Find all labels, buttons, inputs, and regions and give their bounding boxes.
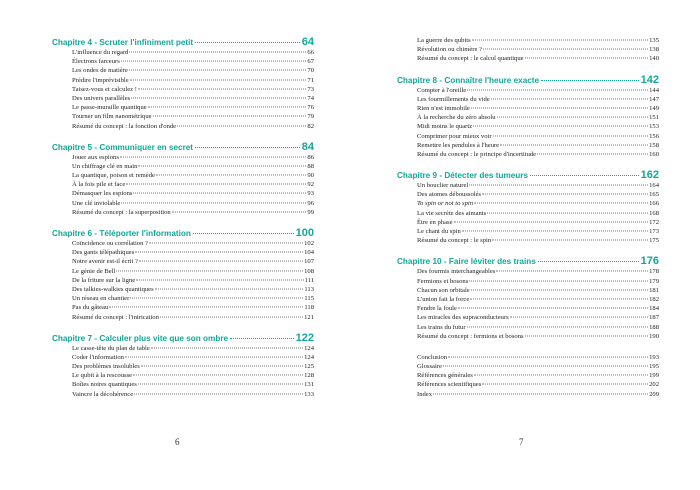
leader-dots [151,347,303,348]
leader-dots [482,194,648,195]
toc-entry[interactable] [397,113,659,122]
toc-entry[interactable] [52,248,314,257]
leader-dots [530,175,639,176]
entry-title: La quantique, poison et remède [72,172,155,180]
leader-dots [125,356,303,357]
leader-dots [148,107,307,108]
entry-page: 73 [307,85,314,93]
entry-page: 118 [304,304,314,312]
entry-title: Un bouclier naturel [417,182,469,190]
toc-entry[interactable] [52,294,314,303]
entry-page: 86 [307,153,314,161]
toc-entry[interactable] [52,362,314,371]
leader-dots [538,261,639,262]
toc-entry[interactable] [52,353,314,362]
toc-entry[interactable] [397,104,659,113]
entry-page: 96 [307,199,314,207]
leader-dots [121,61,307,62]
entry-title: Remettre les pendules à l'heure [417,141,500,149]
leader-dots [469,185,648,186]
entry-page: 76 [307,104,314,112]
toc-entry[interactable] [397,190,659,199]
entry-title: La vie secrète des aimants [417,209,487,217]
entry-title: Conclusion [417,353,448,361]
leader-dots [193,233,294,234]
entry-page: 128 [304,372,314,380]
toc-entry[interactable] [52,180,314,189]
leader-dots [487,212,648,213]
entry-title: Électrons farceurs [72,58,120,66]
entry-title: Des gants télépathiques [72,249,135,257]
toc-entry[interactable] [397,199,659,208]
toc-entry[interactable] [397,86,659,95]
leader-dots [134,393,303,394]
entry-page: 166 [649,200,659,208]
toc-entry[interactable] [397,181,659,190]
toc-entry[interactable] [52,103,314,112]
toc-entry[interactable] [397,313,659,322]
leader-dots [129,52,306,53]
toc-entry[interactable] [52,122,314,131]
chapter-title: Chapitre 7 - Calculer plus vite que son ombre [52,333,229,343]
leader-dots [467,89,648,90]
chapter-page: 122 [295,331,314,344]
entry-title: Les miracles des supraconducteurs [417,314,509,322]
chapter-page: 84 [301,140,314,153]
entry-page: 147 [649,95,659,103]
toc-entry[interactable] [397,132,659,141]
toc-entry[interactable] [52,267,314,276]
entry-page: 125 [304,363,314,371]
entry-title: Taisez-vous et calculez ! [72,85,137,93]
toc-entry[interactable] [52,303,314,312]
entry-page: 195 [649,363,659,371]
entry-page: 74 [307,94,314,102]
entry-title: Le qubit à la rescousse [72,372,133,380]
leader-dots [497,117,649,118]
chapter-4-heading[interactable] [52,36,314,48]
toc-entry[interactable] [397,332,659,341]
entry-page: 202 [649,381,659,389]
leader-dots [454,221,649,222]
entry-page: 88 [307,162,314,170]
leader-dots [510,317,648,318]
toc-entry[interactable] [397,286,659,295]
chapter-title: Chapitre 5 - Communiquer en secret [52,142,194,152]
left-page-number: 6 [175,437,180,447]
leader-dots [195,147,300,148]
entry-page: 153 [649,123,659,131]
entry-title: Midi moins le quartz [417,123,473,131]
entry-page: 124 [304,344,314,352]
entry-title: Le passe-muraille quantique [72,104,147,112]
entry-title: Des fourmis interchangeables [417,268,496,276]
entry-page: 102 [304,240,314,247]
toc-entry[interactable] [52,313,314,322]
toc-entry[interactable] [397,95,659,104]
entry-page: 182 [649,295,659,303]
entry-page: 140 [649,55,659,63]
entry-title: Le génie de Bell [72,267,116,275]
leader-dots [126,184,306,185]
entry-title: To spin or not to spin [417,200,474,208]
entry-title: De la friture sur la ligne [72,276,136,284]
leader-dots [443,366,648,367]
leader-dots [525,58,649,59]
entry-title: Le casse-tête du plan de table [72,344,150,352]
leader-dots [138,384,303,385]
leader-dots [130,298,303,299]
entry-page: 121 [304,313,314,321]
leader-dots [525,335,649,336]
leader-dots [133,193,306,194]
leader-dots [462,231,648,232]
chapter-page: 162 [640,169,659,182]
entry-title: Résumé du concept : le calcul quantique [417,55,524,63]
entry-page: 71 [307,76,314,84]
entry-page: 67 [307,58,314,66]
toc-entry[interactable] [397,150,659,159]
entry-page: 104 [304,249,314,257]
toc-entry[interactable] [397,54,659,63]
leader-dots [496,271,648,272]
entry-title: Les trains du futur [417,323,466,331]
leader-dots [130,79,307,80]
chapter-5-entries [52,153,314,217]
leader-dots [433,393,648,394]
entry-title: Démasquer les espions [72,190,133,198]
entry-page: 190 [649,332,659,340]
leader-dots [537,153,648,154]
entry-page: 165 [649,191,659,199]
leader-dots [131,97,306,98]
entry-page: 158 [649,141,659,149]
toc-entry[interactable] [397,371,659,380]
toc-entry[interactable] [52,66,314,75]
toc-entry[interactable] [52,76,314,85]
entry-title: Le chant du spin [417,228,461,235]
chapter-page: 176 [640,255,659,268]
entry-page: 149 [649,104,659,112]
leader-dots [135,252,303,253]
entry-page: 113 [304,285,314,293]
leader-dots [116,270,303,271]
entry-page: 79 [307,113,314,121]
entry-title: Boîtes noires quantiques [72,381,137,389]
chapter-8-heading[interactable] [397,74,659,86]
entry-title: L'union fait la force [417,295,470,303]
leader-dots [195,42,300,43]
chapter-page: 64 [301,36,314,48]
entry-page: 108 [304,267,314,275]
toc-entry[interactable] [397,295,659,304]
entry-title: Rien n'est immobile [417,104,470,112]
toc-entry[interactable] [397,353,659,362]
chapter-9-entries [397,181,659,245]
entry-title: Chacun son orbitale [417,286,470,294]
toc-entry[interactable] [397,277,659,286]
toc-entry[interactable] [52,285,314,294]
back-matter-entries [397,353,659,399]
chapter-7-continued-entries [397,36,659,64]
chapter-page: 142 [640,73,659,86]
toc-entry[interactable] [397,267,659,276]
entry-title: Vaincre la décohérence [72,390,134,398]
leader-dots [121,202,306,203]
entry-page: 178 [649,268,659,276]
chapter-9-heading[interactable] [397,169,659,181]
toc-entry[interactable] [52,48,314,57]
leader-dots [172,211,307,212]
chapter-10-entries [397,267,659,341]
entry-page: 184 [649,305,659,313]
entry-title: À la fois pile et face [72,181,126,189]
leader-dots [492,240,648,241]
entry-page: 144 [649,86,659,94]
toc-entry[interactable] [397,323,659,332]
toc-entry[interactable] [397,45,659,54]
entry-title: Des talkies-walkies quantiques [72,285,154,293]
leader-dots [491,98,648,99]
toc-entry[interactable] [397,141,659,150]
toc-entry[interactable] [397,227,659,236]
toc-entry[interactable] [52,162,314,171]
toc-entry[interactable] [52,276,314,285]
entry-page: 93 [307,190,314,198]
toc-entry[interactable] [397,380,659,389]
leader-dots [155,288,304,289]
chapter-title: Chapitre 8 - Connaître l'heure exacte [397,75,540,85]
toc-entry[interactable] [397,304,659,313]
entry-page: 111 [304,276,314,284]
toc-entry[interactable] [397,218,659,227]
entry-page: 124 [304,353,314,361]
toc-entry[interactable] [397,36,659,45]
leader-dots [109,307,303,308]
entry-title: Index [417,390,433,398]
leader-dots [500,144,648,145]
chapter-8-entries [397,86,659,160]
toc-entry[interactable] [397,362,659,371]
left-page [52,36,314,399]
leader-dots [129,70,307,71]
entry-title: Résumé du concept : l'intrication [72,313,159,321]
entry-title: Un réseau en chantier [72,295,130,303]
toc-entry[interactable] [52,199,314,208]
chapter-5-heading[interactable] [52,141,314,153]
leader-dots [149,243,303,244]
right-page-number: 7 [519,437,524,447]
toc-entry[interactable] [52,239,314,248]
toc-entry[interactable] [52,371,314,380]
leader-dots [467,326,649,327]
entry-page: 179 [649,277,659,285]
toc-entry[interactable] [52,57,314,66]
entry-title: Résumé du concept : fermions et bosons [417,332,524,340]
entry-page: 187 [649,314,659,322]
entry-title: Résumé du concept : le spin [417,237,492,245]
chapter-6-heading[interactable] [52,227,314,239]
leader-dots [471,289,648,290]
leader-dots [493,135,649,136]
leader-dots [471,107,648,108]
leader-dots [136,279,303,280]
chapter-7-heading[interactable] [52,332,314,344]
chapter-page: 100 [295,227,314,239]
entry-title: Fermions et bosons [417,277,469,285]
entry-title: Coder l'information [72,353,124,361]
entry-title: Des univers parallèles [72,94,131,102]
entry-page: 70 [307,67,314,75]
toc-entry[interactable] [52,94,314,103]
toc-entry[interactable] [52,189,314,198]
leader-dots [230,338,294,339]
leader-dots [474,375,648,376]
leader-dots [160,316,303,317]
entry-page: 90 [307,172,314,180]
toc-entry[interactable] [52,380,314,389]
leader-dots [470,298,648,299]
toc-entry[interactable] [52,153,314,162]
toc-entry[interactable] [397,236,659,245]
leader-dots [177,125,306,126]
entry-title: Les ondes de matière [72,67,128,75]
leader-dots [138,165,306,166]
entry-page: 151 [649,114,659,122]
chapter-7-entries [52,344,314,399]
leader-dots [448,356,648,357]
leader-dots [141,366,303,367]
leader-dots [139,261,303,262]
entry-page: 188 [649,323,659,331]
leader-dots [541,80,639,81]
toc-entry[interactable] [52,112,314,121]
entry-page: 107 [304,258,314,266]
entry-page: 131 [304,381,314,389]
entry-title: Les fourmillements du vide [417,95,490,103]
entry-title: Des problèmes insolubles [72,363,140,371]
leader-dots [472,40,648,41]
leader-dots [473,126,648,127]
leader-dots [469,280,648,281]
chapter-10-heading[interactable] [397,255,659,267]
leader-dots [483,49,648,50]
entry-title: Jouer aux espions [72,153,119,161]
entry-page: 92 [307,181,314,189]
right-page [397,36,659,399]
entry-title: Résumé du concept : la fonction d'onde [72,122,177,130]
toc-entry[interactable] [52,208,314,217]
leader-dots [482,384,648,385]
entry-title: Un chiffrage clé en main [72,162,138,170]
entry-page: 199 [649,372,659,380]
entry-title: Des atomes déboussolés [417,191,482,199]
toc-entry[interactable] [52,85,314,94]
entry-page: 172 [649,218,659,226]
entry-page: 115 [304,295,314,303]
toc-entry[interactable] [52,390,314,399]
entry-page: 173 [649,228,659,235]
entry-page: 66 [307,49,314,56]
entry-page: 181 [649,286,659,294]
entry-title: La guerre des qubits [417,37,471,44]
entry-title: Pas du gâteau [72,304,109,312]
entry-title: Être en phase [417,218,453,226]
entry-page: 209 [649,390,659,398]
toc-entry[interactable] [397,390,659,399]
toc-entry[interactable] [397,122,659,131]
leader-dots [153,116,307,117]
leader-dots [458,308,648,309]
entry-title: Références scientifiques [417,381,482,389]
entry-title: Résumé du concept : la superposition [72,208,171,216]
entry-title: Une clé inviolable [72,199,121,207]
chapter-title: Chapitre 9 - Détecter des tumeurs [397,171,529,181]
entry-title: Notre avenir est-il écrit ? [72,258,138,266]
leader-dots [133,375,303,376]
toc-entry[interactable] [397,209,659,218]
entry-page: 168 [649,209,659,217]
section-spacer [397,341,659,353]
entry-title: Prédire l'imprévisible [72,76,129,84]
entry-page: 135 [649,37,659,44]
entry-title: Comprimer pour mieux voir [417,132,492,140]
entry-title: L'influence du regard [72,49,129,56]
entry-title: Résumé du concept : le principe d'incertitude [417,150,537,158]
leader-dots [156,175,306,176]
entry-page: 193 [649,353,659,361]
entry-page: 156 [649,132,659,140]
entry-title: À la recherche du zéro absolu [417,114,496,122]
entry-title: Compter à l'oreille [417,86,467,94]
entry-page: 82 [307,122,314,130]
chapter-title: Chapitre 4 - Scruter l'infiniment petit [52,38,194,47]
chapter-4-entries [52,48,314,131]
entry-title: Tourner un film nanométrique [72,113,152,121]
leader-dots [120,156,307,157]
entry-page: 164 [649,182,659,190]
entry-title: Références générales [417,372,473,380]
chapter-title: Chapitre 10 - Faire léviter des trains [397,257,536,267]
entry-title: Révolution ou chimère ? [417,46,483,54]
leader-dots [138,88,307,89]
leader-dots [474,203,648,204]
entry-page: 99 [307,208,314,216]
entry-title: Coïncidence ou corrélation ? [72,240,148,247]
chapter-title: Chapitre 6 - Téléporter l'information [52,229,191,238]
toc-entry[interactable] [52,171,314,180]
entry-title: Fendre la foule [417,305,457,313]
entry-page: 138 [649,46,659,54]
entry-title: Glossaire [417,363,442,371]
toc-entry[interactable] [52,344,314,353]
entry-page: 175 [649,237,659,245]
toc-entry[interactable] [52,257,314,266]
entry-page: 160 [649,150,659,158]
entry-page: 133 [304,390,314,398]
chapter-6-entries [52,239,314,322]
